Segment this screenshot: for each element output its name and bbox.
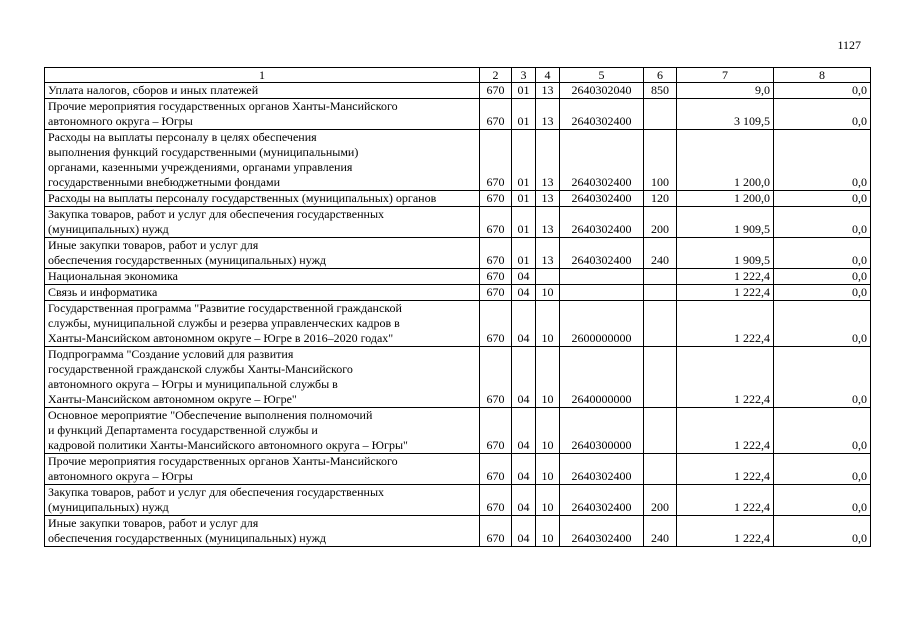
row-amount-2017: 1 200,0 xyxy=(677,191,774,207)
row-col-2: 670 xyxy=(480,516,512,547)
row-name-line: Иные закупки товаров, работ и услуг для xyxy=(48,238,259,252)
row-name xyxy=(45,238,480,269)
row-col-4: 10 xyxy=(536,301,560,347)
row-col-6 xyxy=(644,99,677,130)
row-col-4: 10 xyxy=(536,516,560,547)
row-col-5 xyxy=(560,269,644,285)
row-col-3: 01 xyxy=(512,130,536,191)
row-amount-2018: 0,0 xyxy=(774,130,871,191)
row-name-line: Расходы на выплаты персоналу государственных (муниципальных) органов xyxy=(48,191,437,205)
row-amount-2017: 1 200,0 xyxy=(677,130,774,191)
row-amount-2018: 0,0 xyxy=(774,238,871,269)
row-name-line: (муниципальных) нужд xyxy=(48,222,169,236)
row-amount-2017: 1 222,4 xyxy=(677,408,774,454)
row-col-2: 670 xyxy=(480,454,512,485)
row-amount-2017: 1 222,4 xyxy=(677,269,774,285)
row-col-3: 04 xyxy=(512,285,536,301)
row-col-2: 670 xyxy=(480,269,512,285)
row-name xyxy=(45,130,480,191)
table-row xyxy=(45,99,871,130)
row-col-3: 04 xyxy=(512,301,536,347)
row-amount-2018: 0,0 xyxy=(774,83,871,99)
row-col-3: 01 xyxy=(512,99,536,130)
row-col-4: 10 xyxy=(536,454,560,485)
table-row xyxy=(45,485,871,516)
row-col-4: 13 xyxy=(536,207,560,238)
row-name xyxy=(45,207,480,238)
row-name-line: службы, муниципальной службы и резерва управленческих кадров в xyxy=(48,316,400,330)
table-row xyxy=(45,191,871,207)
row-col-4: 13 xyxy=(536,191,560,207)
row-amount-2017: 3 109,5 xyxy=(677,99,774,130)
column-header: 4 xyxy=(536,68,560,83)
row-name-line: Национальная экономика xyxy=(48,269,178,283)
row-col-6: 240 xyxy=(644,516,677,547)
column-header: 6 xyxy=(644,68,677,83)
row-col-6 xyxy=(644,269,677,285)
row-col-3: 04 xyxy=(512,485,536,516)
column-header: 3 xyxy=(512,68,536,83)
row-col-2: 670 xyxy=(480,207,512,238)
header-row xyxy=(45,68,871,83)
row-name-line: автономного округа – Югры xyxy=(48,469,193,483)
row-name xyxy=(45,408,480,454)
row-col-2: 670 xyxy=(480,238,512,269)
row-col-6: 200 xyxy=(644,207,677,238)
row-col-4: 13 xyxy=(536,238,560,269)
row-name-line: государственными внебюджетными фондами xyxy=(48,175,281,189)
table-header xyxy=(45,68,871,83)
row-col-5: 2640302400 xyxy=(560,516,644,547)
row-col-6 xyxy=(644,408,677,454)
row-col-6: 120 xyxy=(644,191,677,207)
table-row xyxy=(45,285,871,301)
row-col-5: 2640302400 xyxy=(560,238,644,269)
row-amount-2017: 1 909,5 xyxy=(677,207,774,238)
row-col-5: 2640302400 xyxy=(560,485,644,516)
row-amount-2017: 1 222,4 xyxy=(677,285,774,301)
row-name-line: Ханты-Мансийском автономном округе – Югре в 2016–2020 годах" xyxy=(48,331,394,345)
row-name-line: Основное мероприятие "Обеспечение выполнения полномочий xyxy=(48,408,373,422)
column-header: 2 xyxy=(480,68,512,83)
row-amount-2018: 0,0 xyxy=(774,207,871,238)
row-col-5 xyxy=(560,285,644,301)
row-col-6 xyxy=(644,301,677,347)
row-name xyxy=(45,83,480,99)
row-amount-2018: 0,0 xyxy=(774,99,871,130)
row-col-2: 670 xyxy=(480,347,512,408)
row-col-5: 2640302400 xyxy=(560,207,644,238)
table-row xyxy=(45,83,871,99)
row-col-2: 670 xyxy=(480,130,512,191)
row-name-line: органами, казенными учреждениями, органами управления xyxy=(48,160,353,174)
row-col-3: 04 xyxy=(512,408,536,454)
row-col-5: 2640302400 xyxy=(560,454,644,485)
row-col-4: 13 xyxy=(536,130,560,191)
table-row xyxy=(45,269,871,285)
row-name-line: обеспечения государственных (муниципальных) нужд xyxy=(48,253,326,267)
row-name-line: Расходы на выплаты персоналу в целях обеспечения xyxy=(48,130,317,144)
row-col-6: 200 xyxy=(644,485,677,516)
table-body xyxy=(45,83,871,547)
row-name xyxy=(45,347,480,408)
row-col-5: 2640302040 xyxy=(560,83,644,99)
row-col-5: 2600000000 xyxy=(560,301,644,347)
row-name-line: Уплата налогов, сборов и иных платежей xyxy=(48,83,259,97)
row-name-line: кадровой политики Ханты-Мансийского автономного округа – Югры" xyxy=(48,438,408,452)
row-name-line: Прочие мероприятия государственных органов Ханты-Мансийского xyxy=(48,99,398,113)
row-amount-2018: 0,0 xyxy=(774,485,871,516)
table-row xyxy=(45,207,871,238)
row-name xyxy=(45,301,480,347)
row-name-line: Связь и информатика xyxy=(48,285,158,299)
row-amount-2018: 0,0 xyxy=(774,269,871,285)
table-row xyxy=(45,301,871,347)
row-name-line: Закупка товаров, работ и услуг для обеспечения государственных xyxy=(48,485,385,499)
row-amount-2018: 0,0 xyxy=(774,191,871,207)
row-col-3: 01 xyxy=(512,238,536,269)
column-header: 7 xyxy=(677,68,774,83)
column-header: 1 xyxy=(45,68,480,83)
table-row xyxy=(45,238,871,269)
row-col-6: 850 xyxy=(644,83,677,99)
row-col-2: 670 xyxy=(480,408,512,454)
column-header: 8 xyxy=(774,68,871,83)
table-row xyxy=(45,408,871,454)
row-col-2: 670 xyxy=(480,285,512,301)
row-col-5: 2640302400 xyxy=(560,99,644,130)
row-name xyxy=(45,485,480,516)
row-amount-2017: 1 222,4 xyxy=(677,347,774,408)
row-col-4: 10 xyxy=(536,347,560,408)
row-name-line: Государственная программа "Развитие государственной гражданской xyxy=(48,301,402,315)
row-amount-2017: 1 222,4 xyxy=(677,454,774,485)
row-col-2: 670 xyxy=(480,99,512,130)
row-col-5: 2640300000 xyxy=(560,408,644,454)
row-col-6 xyxy=(644,285,677,301)
row-name xyxy=(45,454,480,485)
row-col-4: 10 xyxy=(536,408,560,454)
column-header: 5 xyxy=(560,68,644,83)
row-amount-2017: 1 222,4 xyxy=(677,485,774,516)
row-col-3: 01 xyxy=(512,207,536,238)
row-col-6: 100 xyxy=(644,130,677,191)
row-name-line: автономного округа – Югры xyxy=(48,114,193,128)
row-amount-2018: 0,0 xyxy=(774,516,871,547)
row-col-3: 04 xyxy=(512,269,536,285)
table-row xyxy=(45,130,871,191)
row-col-5: 2640302400 xyxy=(560,130,644,191)
row-col-3: 04 xyxy=(512,347,536,408)
row-col-6 xyxy=(644,347,677,408)
row-name-line: Подпрограмма "Создание условий для развития xyxy=(48,347,294,361)
budget-table xyxy=(44,67,871,547)
row-name-line: (муниципальных) нужд xyxy=(48,500,169,514)
row-name-line: обеспечения государственных (муниципальных) нужд xyxy=(48,531,326,545)
row-col-4: 13 xyxy=(536,83,560,99)
row-col-4: 13 xyxy=(536,99,560,130)
row-amount-2018: 0,0 xyxy=(774,408,871,454)
row-name xyxy=(45,99,480,130)
row-name xyxy=(45,516,480,547)
row-col-3: 04 xyxy=(512,516,536,547)
row-amount-2018: 0,0 xyxy=(774,301,871,347)
row-col-3: 01 xyxy=(512,191,536,207)
row-name-line: выполнения функций государственными (муниципальными) xyxy=(48,145,359,159)
row-amount-2017: 1 222,4 xyxy=(677,301,774,347)
row-col-2: 670 xyxy=(480,485,512,516)
row-name-line: Закупка товаров, работ и услуг для обеспечения государственных xyxy=(48,207,385,221)
row-col-2: 670 xyxy=(480,83,512,99)
row-name-line: Прочие мероприятия государственных органов Ханты-Мансийского xyxy=(48,454,398,468)
row-name xyxy=(45,191,480,207)
row-col-6: 240 xyxy=(644,238,677,269)
row-col-6 xyxy=(644,454,677,485)
row-name-line: Иные закупки товаров, работ и услуг для xyxy=(48,516,259,530)
row-name xyxy=(45,269,480,285)
row-col-2: 670 xyxy=(480,191,512,207)
row-amount-2018: 0,0 xyxy=(774,454,871,485)
row-col-3: 01 xyxy=(512,83,536,99)
row-name-line: государственной гражданской службы Ханты-Мансийского xyxy=(48,362,353,376)
row-col-3: 04 xyxy=(512,454,536,485)
row-amount-2018: 0,0 xyxy=(774,285,871,301)
row-name-line: автономного округа – Югры и муниципальной службы в xyxy=(48,377,338,391)
table-row xyxy=(45,454,871,485)
table-row xyxy=(45,516,871,547)
row-col-4: 10 xyxy=(536,485,560,516)
row-name-line: Ханты-Мансийском автономном округе – Югре" xyxy=(48,392,297,406)
row-col-4 xyxy=(536,269,560,285)
row-amount-2018: 0,0 xyxy=(774,347,871,408)
row-amount-2017: 1 222,4 xyxy=(677,516,774,547)
row-col-5: 2640302400 xyxy=(560,191,644,207)
row-name xyxy=(45,285,480,301)
row-amount-2017: 1 909,5 xyxy=(677,238,774,269)
page-number: 1127 xyxy=(837,38,861,52)
row-name-line: и функций Департамента государственной службы и xyxy=(48,423,318,437)
row-col-5: 2640000000 xyxy=(560,347,644,408)
table-row xyxy=(45,347,871,408)
row-col-2: 670 xyxy=(480,301,512,347)
row-amount-2017: 9,0 xyxy=(677,83,774,99)
row-col-4: 10 xyxy=(536,285,560,301)
